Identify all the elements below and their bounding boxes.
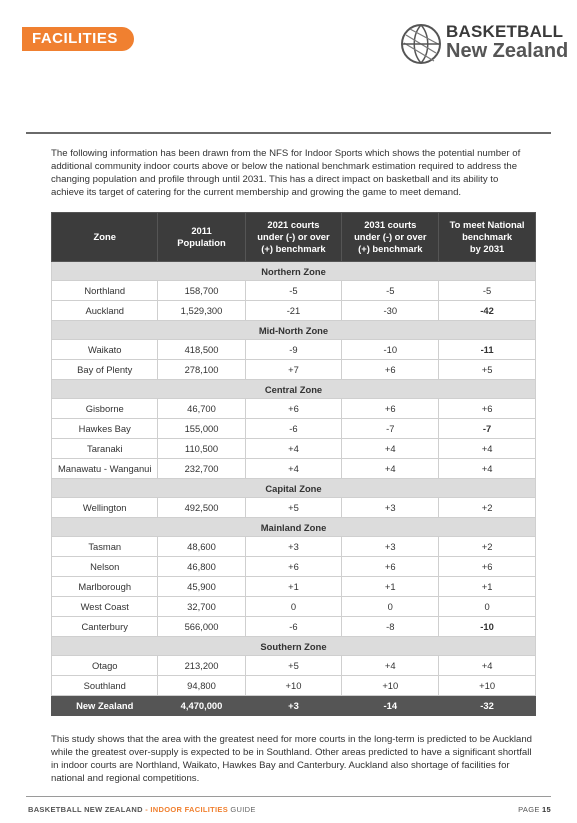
- table-cell: +4: [439, 439, 536, 459]
- table-cell: 32,700: [158, 597, 245, 617]
- table-cell: 46,800: [158, 557, 245, 577]
- table-cell: +10: [245, 676, 342, 696]
- header-2031-courts: 2031 courts under (-) or over (+) benchmark: [342, 213, 439, 262]
- table-cell: -30: [342, 301, 439, 321]
- table-cell: +6: [342, 557, 439, 577]
- total-cell: -14: [342, 696, 439, 716]
- total-row: [52, 696, 536, 716]
- zone-header-row: [52, 479, 536, 498]
- table-cell: +1: [342, 577, 439, 597]
- zone-name: Southern Zone: [52, 637, 536, 656]
- table-row: [52, 399, 536, 419]
- zone-header-row: [52, 380, 536, 399]
- table-cell: +6: [245, 557, 342, 577]
- table-cell: -5: [245, 281, 342, 301]
- table-row: [52, 419, 536, 439]
- table-row: [52, 301, 536, 321]
- table-cell: -6: [245, 419, 342, 439]
- table-cell: -7: [439, 419, 536, 439]
- table-cell: +4: [342, 459, 439, 479]
- table-cell: 158,700: [158, 281, 245, 301]
- table-body: [52, 262, 536, 716]
- zone-header-row: [52, 518, 536, 537]
- footer-guide-suffix: GUIDE: [230, 805, 256, 814]
- table-row: [52, 676, 536, 696]
- table-cell: +10: [439, 676, 536, 696]
- table-cell: +6: [342, 360, 439, 380]
- header-national-benchmark: To meet National benchmark by 2031: [439, 213, 536, 262]
- zone-header-row: [52, 637, 536, 656]
- table-cell: Southland: [52, 676, 158, 696]
- total-cell: New Zealand: [52, 696, 158, 716]
- table-cell: +3: [245, 537, 342, 557]
- footer-page: [518, 805, 551, 814]
- table-cell: Auckland: [52, 301, 158, 321]
- basketball-nz-logo: [400, 20, 569, 70]
- intro-paragraph: The following information has been drawn from the NFS for Indoor Sports which shows the potential number of additional community indoor courts above or below the national benchmark estimation required to address the changing population and profile through until 2031. This has a direct impact on basketball and its ability to achieve its target of catering for the current membership and growing the game to meet demand.: [51, 148, 521, 198]
- zone-name: Mid-North Zone: [52, 321, 536, 340]
- table-cell: Hawkes Bay: [52, 419, 158, 439]
- table-cell: Manawatu - Wanganui: [52, 459, 158, 479]
- table-cell: +6: [439, 399, 536, 419]
- table-cell: -11: [439, 340, 536, 360]
- table-cell: +4: [245, 439, 342, 459]
- table-cell: 232,700: [158, 459, 245, 479]
- table-cell: Nelson: [52, 557, 158, 577]
- table-cell: -5: [342, 281, 439, 301]
- table-cell: 46,700: [158, 399, 245, 419]
- table-cell: +6: [245, 399, 342, 419]
- table-cell: 45,900: [158, 577, 245, 597]
- table-cell: +1: [245, 577, 342, 597]
- courts-benchmark-table: [51, 212, 536, 716]
- logo-line-basketball: BASKETBALL: [446, 22, 564, 41]
- table-row: [52, 360, 536, 380]
- zone-header-row: [52, 321, 536, 340]
- table-header-row: [52, 213, 536, 262]
- zone-name: Capital Zone: [52, 479, 536, 498]
- table-cell: +6: [342, 399, 439, 419]
- table-cell: Marlborough: [52, 577, 158, 597]
- table-cell: +2: [439, 537, 536, 557]
- zone-name: Central Zone: [52, 380, 536, 399]
- table-cell: +7: [245, 360, 342, 380]
- table-cell: 0: [342, 597, 439, 617]
- table-row: [52, 281, 536, 301]
- table-cell: +4: [439, 656, 536, 676]
- total-cell: -32: [439, 696, 536, 716]
- section-tag: FACILITIES: [22, 27, 134, 51]
- table-cell: 155,000: [158, 419, 245, 439]
- table-cell: -10: [439, 617, 536, 637]
- table-cell: 110,500: [158, 439, 245, 459]
- silver-fern-basketball-icon: [400, 23, 442, 65]
- zone-name: Northern Zone: [52, 262, 536, 281]
- table-cell: +2: [439, 498, 536, 518]
- table-cell: 418,500: [158, 340, 245, 360]
- table-row: [52, 439, 536, 459]
- footer-org: BASKETBALL NEW ZEALAND: [28, 805, 143, 814]
- table-cell: 0: [439, 597, 536, 617]
- table-cell: +4: [342, 656, 439, 676]
- summary-paragraph: This study shows that the area with the greatest need for more courts in the long-term is predicted to be Auckland while the greatest over-supply is expected to be in Southland. Other areas predicted to have a significant shortfall in indoor courts are Northland, Waikato, Hawkes Bay and Canterbury. Auckland also shortage of facilities for national and regional competitions.: [51, 734, 533, 784]
- table-cell: +5: [245, 498, 342, 518]
- table-cell: Bay of Plenty: [52, 360, 158, 380]
- table-row: [52, 656, 536, 676]
- table-row: [52, 597, 536, 617]
- logo-line-new-zealand: New Zealand: [446, 40, 569, 62]
- zone-name: Mainland Zone: [52, 518, 536, 537]
- table-cell: +5: [245, 656, 342, 676]
- table-cell: Taranaki: [52, 439, 158, 459]
- table-cell: +3: [342, 537, 439, 557]
- table-cell: Tasman: [52, 537, 158, 557]
- footer-guide-name: INDOOR FACILITIES: [150, 805, 228, 814]
- table-cell: +6: [439, 557, 536, 577]
- table-cell: 278,100: [158, 360, 245, 380]
- table-cell: +1: [439, 577, 536, 597]
- table-row: [52, 557, 536, 577]
- table-row: [52, 577, 536, 597]
- table-cell: -8: [342, 617, 439, 637]
- table-row: [52, 459, 536, 479]
- table-cell: -7: [342, 419, 439, 439]
- table-cell: +3: [342, 498, 439, 518]
- total-cell: 4,470,000: [158, 696, 245, 716]
- table-cell: Gisborne: [52, 399, 158, 419]
- page-number: 15: [542, 805, 551, 814]
- table-cell: +5: [439, 360, 536, 380]
- table-cell: +4: [342, 439, 439, 459]
- page-label: PAGE: [518, 805, 540, 814]
- total-cell: +3: [245, 696, 342, 716]
- table-cell: 213,200: [158, 656, 245, 676]
- table-cell: Wellington: [52, 498, 158, 518]
- table-cell: Otago: [52, 656, 158, 676]
- table-cell: 0: [245, 597, 342, 617]
- table-row: [52, 498, 536, 518]
- table-cell: -42: [439, 301, 536, 321]
- table-cell: -6: [245, 617, 342, 637]
- table-cell: 1,529,300: [158, 301, 245, 321]
- table-cell: Waikato: [52, 340, 158, 360]
- table-cell: 94,800: [158, 676, 245, 696]
- table-cell: 48,600: [158, 537, 245, 557]
- header-population: 2011 Population: [158, 213, 245, 262]
- table-cell: -10: [342, 340, 439, 360]
- table-cell: +10: [342, 676, 439, 696]
- table-cell: -5: [439, 281, 536, 301]
- table-cell: 566,000: [158, 617, 245, 637]
- table-row: [52, 617, 536, 637]
- header-divider: [26, 132, 551, 134]
- table-cell: 492,500: [158, 498, 245, 518]
- header-2021-courts: 2021 courts under (-) or over (+) benchmark: [245, 213, 342, 262]
- footer-separator: -: [145, 805, 148, 814]
- table-cell: Northland: [52, 281, 158, 301]
- footer-guide-title: [28, 805, 256, 814]
- table-cell: West Coast: [52, 597, 158, 617]
- table-cell: +4: [439, 459, 536, 479]
- zone-header-row: [52, 262, 536, 281]
- table-row: [52, 537, 536, 557]
- header-zone: Zone: [52, 213, 158, 262]
- footer-divider: [26, 796, 551, 797]
- table-cell: Canterbury: [52, 617, 158, 637]
- table-cell: -21: [245, 301, 342, 321]
- table-row: [52, 340, 536, 360]
- table-cell: -9: [245, 340, 342, 360]
- table-cell: +4: [245, 459, 342, 479]
